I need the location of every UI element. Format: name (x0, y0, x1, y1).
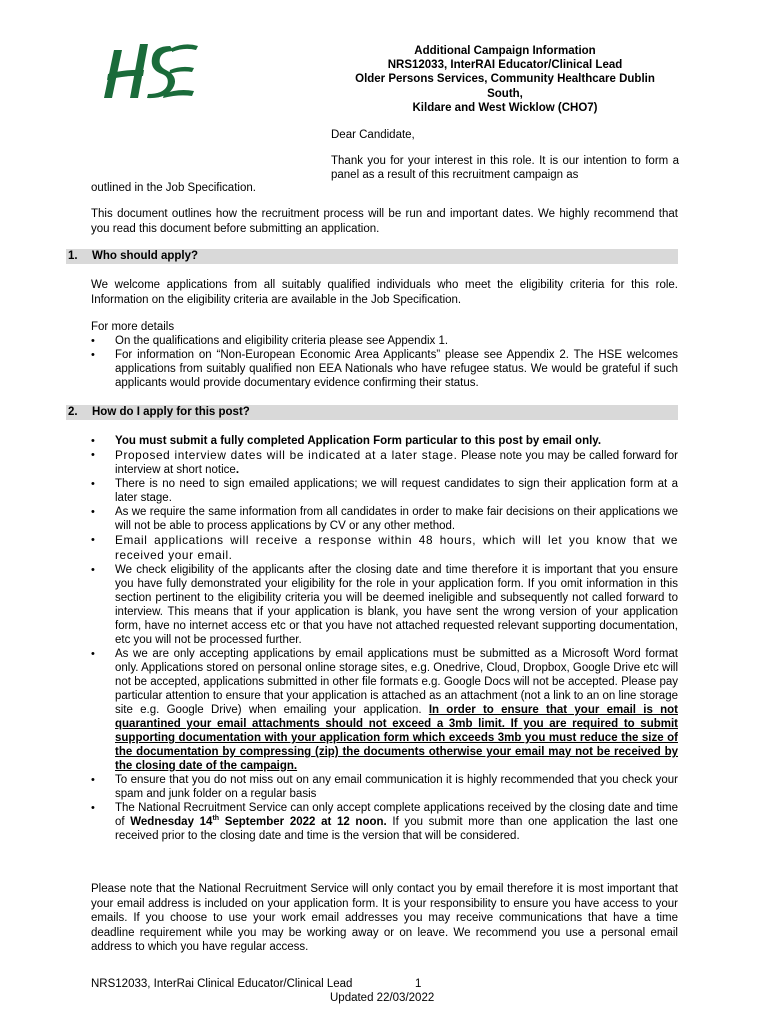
list-item: • There is no need to sign emailed applications; we will request candidates to sign their application form at a later stage. (91, 478, 678, 504)
list-item: • As we are only accepting applications by email applications must be submitted as a Microsoft Word format only. Applications stored on personal online storage sites, e.g. Onedrive, Cloud, Dropbox, Google Drive etc will not be accepted, applications submitted in other file formats e.g. Google Docs will not be accepted. Please pay particular attention to ensure that your application is attached as an attachment (not a link to an on line storage site e.g. Google Drive) when emailing your application. In order to ensure that your email is not quarantined your email attachments should not exceed a 3mb limit. If you are required to submit supporting documentation with your application form which exceeds 3mb you must reduce the size of the documentation by compressing (zip) the documents otherwise your email may not be received by the closing date of the campaign. (91, 648, 678, 772)
footer-page-number: 1 (415, 978, 422, 990)
section-2-number: 2. (68, 406, 78, 418)
closing-paragraph: Please note that the National Recruitment Service will only contact you by email therefore it is most important that your email address is included on your application form. It is your responsibility to ensure you have access to your emails. If you choose to use your work email addresses you may receive communications that have a time deadline requirement while you may be working away or on leave. We recommend you use a personal email address to which you have regular access. (91, 883, 678, 953)
bullet-icon: • (91, 506, 95, 518)
list-item: • As we require the same information from all candidates in order to make fair decisions on their applications we will not be able to process applications by CV or any other method. (91, 506, 678, 532)
section-1-paragraph: We welcome applications from all suitably qualified individuals who meet the eligibility criteria for this role. Information on the eligibility criteria are available in the Job Specification. (91, 279, 678, 306)
bullet-icon: • (91, 449, 95, 461)
section-1-number: 1. (68, 250, 78, 262)
bullet-icon: • (91, 435, 95, 447)
salutation: Dear Candidate, (331, 129, 415, 141)
hse-logo (100, 36, 200, 106)
list-item: • On the qualifications and eligibility criteria please see Appendix 1. (91, 335, 449, 347)
bullet-icon: • (91, 564, 95, 576)
header-line: NRS12033, InterRAI Educator/Clinical Lead (387, 59, 623, 72)
list-item: • You must submit a fully completed Application Form particular to this post by email only. (91, 435, 602, 447)
bullet-icon: • (91, 335, 95, 347)
more-details-label: For more details (91, 321, 175, 333)
header-line: South, (487, 87, 523, 100)
list-item: • Proposed interview dates will be indicated at a later stage. Please note you may be called forward for interview at short notice. (91, 448, 678, 476)
header-line: Kildare and West Wicklow (CHO7) (412, 101, 598, 114)
bullet-icon: • (91, 802, 95, 814)
bullet-icon: • (91, 534, 95, 546)
intro-paragraph-tail: outlined in the Job Specification. (91, 182, 256, 194)
campaign-header (330, 44, 680, 115)
list-item: • The National Recruitment Service can only accept complete applications received by the closing date and time of Wednesday 14th September 2022 at 12 noon. If you submit more than one application the last one received prior to the closing date and time is the version that will be considered. (91, 802, 679, 842)
footer-reference: NRS12033, InterRai Clinical Educator/Clinical Lead (91, 978, 353, 990)
list-item: • To ensure that you do not miss out on any email communication it is highly recommended that you check your spam and junk folder on a regular basis (91, 774, 678, 800)
header-line: Additional Campaign Information (414, 45, 596, 57)
intro-paragraph: Thank you for your interest in this role. It is our intention to form a panel as a result of this recruitment campaign as (331, 155, 679, 182)
bullet-icon: • (91, 349, 95, 361)
bullet-icon: • (91, 648, 95, 660)
outline-paragraph: This document outlines how the recruitment process will be run and important dates. We highly recommend that you read this document before submitting an application. (91, 208, 678, 235)
list-item: • We check eligibility of the applicants after the closing date and time therefore it is important that you ensure you have fully demonstrated your eligibility for the role in your application form. If you omit information in this section pertinent to the eligibility criteria you will be deemed ineligible and subsequently not called forward to interview. This means that if your application is blank, you have sent the wrong version of your application form, have no internet access etc or that you have not attached requested relevant supporting documentation, etc you will not be processed further. (91, 564, 678, 646)
bullet-icon: • (91, 478, 95, 490)
bullet-icon: • (91, 774, 95, 786)
list-item: • For information on “Non-European Economic Area Applicants” please see Appendix 2. The HSE welcomes applications from suitably qualified non EEA Nationals who have refugee status. We would be grateful if such applicants would provide documentary evidence confirming their status. (91, 349, 678, 389)
section-1-bullet-list (91, 334, 678, 390)
section-2-title: How do I apply for this post? (92, 406, 250, 418)
header-line: Older Persons Services, Community Healthcare Dublin (355, 73, 655, 86)
footer-updated: Updated 22/03/2022 (330, 992, 435, 1004)
section-2-bullet-list (91, 434, 678, 843)
list-item: • Email applications will receive a response within 48 hours, which will let you know that we received your email. (91, 533, 678, 562)
section-1-title: Who should apply? (92, 250, 199, 262)
